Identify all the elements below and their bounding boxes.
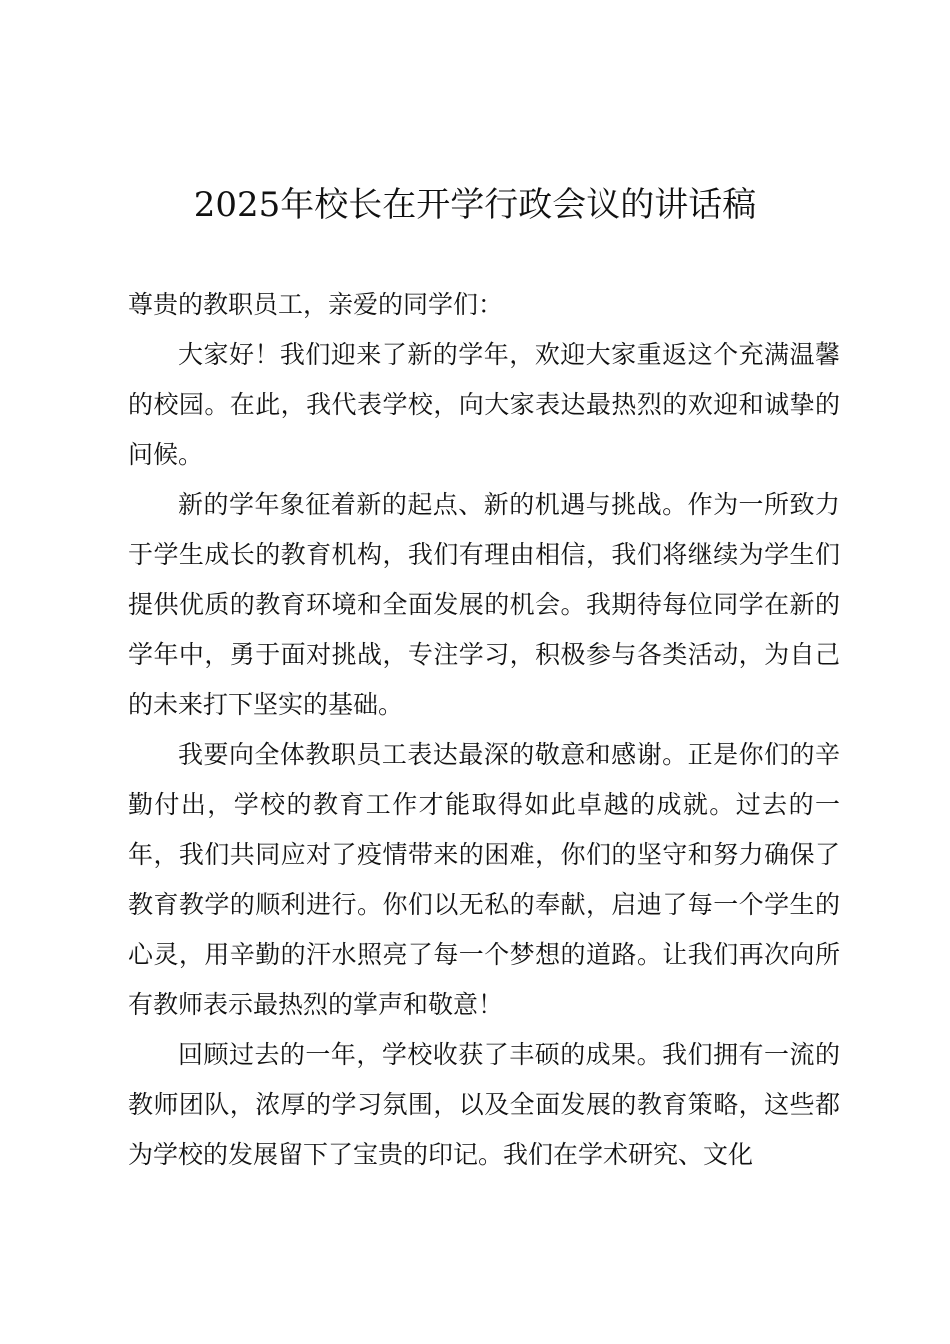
salutation: 尊贵的教职员工，亲爱的同学们： [128, 290, 504, 319]
document-body [128, 280, 840, 1180]
paragraph-2: 新的学年象征着新的起点、新的机遇与挑战。作为一所致力于学生成长的教育机构，我们有理由相信，我们将继续为学生们提供优质的教育环境和全面发展的机会。我期待每位同学在新的学年中，勇于面对挑战，专注学习，积极参与各类活动，为自己的未来打下坚实的基础。 [128, 490, 840, 719]
paragraph-3: 我要向全体教职员工表达最深的敬意和感谢。正是你们的辛勤付出，学校的教育工作才能取得如此卓越的成就。过去的一年，我们共同应对了疫情带来的困难，你们的坚守和努力确保了教育教学的顺利进行。你们以无私的奉献，启迪了每一个学生的心灵，用辛勤的汗水照亮了每一个梦想的道路。让我们再次向所有教师表示最热烈的掌声和敬意！ [128, 740, 840, 1019]
document-title: 2025年校长在开学行政会议的讲话稿 [193, 185, 757, 225]
paragraph-1: 大家好！我们迎来了新的学年，欢迎大家重返这个充满温馨的校园。在此，我代表学校，向大家表达最热烈的欢迎和诚挚的问候。 [128, 340, 840, 469]
paragraph-4: 回顾过去的一年，学校收获了丰硕的成果。我们拥有一流的教师团队，浓厚的学习氛围，以及全面发展的教育策略，这些都为学校的发展留下了宝贵的印记。我们在学术研究、文化 [128, 1040, 840, 1169]
